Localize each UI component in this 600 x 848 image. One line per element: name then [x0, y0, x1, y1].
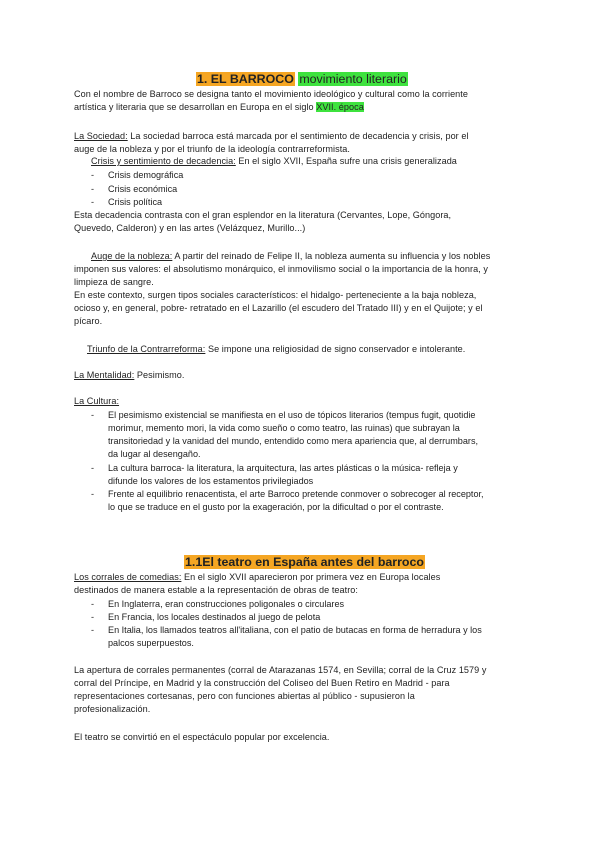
- list-dash: -: [91, 197, 95, 207]
- nobleza-text: A partir del reinado de Felipe II, la nobleza aumenta su influencia y los nobles: [172, 251, 491, 261]
- teatro-item-line: En Inglaterra, eran construcciones poligonales o circulares: [108, 599, 345, 609]
- section-title: [184, 554, 425, 570]
- apertura-line-2: corral del Príncipe, en Madrid y la construcción del Coliseo del Buen Retiro en Madrid - para: [74, 678, 450, 688]
- contrarreforma-line: [87, 343, 465, 355]
- apertura-line-4: profesionalización.: [74, 704, 151, 714]
- cultura-item-3-line: Frente al equilibrio renacentista, el arte Barroco pretende conmover o sobrecoger al receptor,: [108, 489, 484, 499]
- crisis-line: [91, 155, 457, 167]
- teatro-item-line: En Francia, los locales destinados al juego de pelota: [108, 612, 321, 622]
- sociedad-line-4: Quevedo, Calderon) y en las artes (Velázquez, Murillo...): [74, 223, 306, 233]
- sociedad-heading: La Sociedad:: [74, 131, 128, 141]
- intro-highlight: XVII. época: [316, 102, 364, 112]
- teatro-item-line: palcos superpuestos.: [108, 638, 194, 648]
- cultura-item-1-line: El pesimismo existencial se manifiesta en el uso de tópicos literarios (tempus fugit, quotidie: [108, 410, 476, 420]
- mentalidad-text: Pesimismo.: [134, 370, 185, 380]
- mentalidad-line: [74, 369, 184, 381]
- title-main: 1. EL BARROCO: [197, 72, 294, 86]
- cultura-item-2-line: difunde los valores de los estamentos privilegiados: [108, 476, 314, 486]
- nobleza-line-4: En este contexto, surgen tipos sociales característicos: el hidalgo- perteneciente a la baja nobleza,: [74, 290, 477, 300]
- cultura-item-1-line: transitoriedad y la vanidad del mundo, entendido como mera apariencia que, al derrumbars,: [108, 436, 479, 446]
- corrales-line-1: [74, 571, 440, 583]
- intro-line-2: [74, 101, 364, 113]
- mentalidad-heading: La Mentalidad:: [74, 370, 135, 380]
- list-dash: -: [91, 463, 95, 473]
- teatro-item-line: En Italia, los llamados teatros all'italiana, con el patio de butacas en forma de herradura y los: [108, 625, 482, 635]
- cultura-item-3-line: lo que se traduce en el gusto por la exageración, por la dificultad o por el contraste.: [108, 502, 444, 512]
- corrales-heading: Los corrales de comedias:: [74, 572, 182, 582]
- cultura-item-1-line: da lugar al desengaño.: [108, 449, 201, 459]
- cultura-item-2-line: La cultura barroca- la literatura, la arquitectura, las artes plásticas o la música- refleja y: [108, 463, 458, 473]
- nobleza-line-6: pícaro.: [74, 316, 103, 326]
- list-dash: -: [91, 489, 95, 499]
- crisis-text: En el siglo XVII, España sufre una crisis generalizada: [235, 156, 457, 166]
- crisis-heading: Crisis y sentimiento de decadencia:: [91, 156, 236, 166]
- crisis-item: Crisis demográfica: [108, 170, 184, 180]
- sociedad-line-3: Esta decadencia contrasta con el gran esplendor en la literatura (Cervantes, Lope, Góngora,: [74, 210, 452, 220]
- corrales-line-2: destinados de manera estable a la representación de obras de teatro:: [74, 585, 358, 595]
- page-title: [196, 71, 408, 87]
- crisis-item: Crisis económica: [108, 184, 178, 194]
- contrarreforma-heading: Triunfo de la Contrarreforma:: [87, 344, 206, 354]
- contrarreforma-text: Se impone una religiosidad de signo conservador e intolerante.: [205, 344, 466, 354]
- sociedad-line-1: [74, 130, 469, 142]
- cultura-heading: La Cultura:: [74, 396, 120, 406]
- apertura-line-1: La apertura de corrales permanentes (corral de Atarazanas 1574, en Sevilla; corral de la Cruz 1579 y: [74, 665, 487, 675]
- sociedad-line-2: auge de la nobleza y por el triunfo de la ideología contrarreformista.: [74, 144, 350, 154]
- sociedad-text: La sociedad barroca está marcada por el sentimiento de decadencia y crisis, por el: [127, 131, 469, 141]
- nobleza-line-5: ocioso y, en general, pobre- retratado en el Lazarillo (el escudero del Tratado III) y en el Quijote; y el: [74, 303, 483, 313]
- intro-line-1: Con el nombre de Barroco se designa tanto el movimiento ideológico y cultural como la corriente: [74, 89, 468, 99]
- cultura-item-1-line: morimur, memento mori, la vida como sueño o como teatro, las ruinas) que subrayan la: [108, 423, 460, 433]
- list-dash: -: [91, 410, 95, 420]
- conclusion-line: El teatro se convirtió en el espectáculo popular por excelencia.: [74, 732, 330, 742]
- nobleza-line-3: limpieza de sangre.: [74, 277, 154, 287]
- section-title-text: 1.1El teatro en España antes del barroco: [185, 555, 424, 569]
- nobleza-line-1: [91, 250, 490, 262]
- list-dash: -: [91, 612, 95, 622]
- list-dash: -: [91, 599, 95, 609]
- apertura-line-3: representaciones cortesanas, pero con funciones abiertas al público - supusieron la: [74, 691, 415, 701]
- intro-text: artística y literaria que se desarrollan en Europa en el siglo: [74, 102, 317, 112]
- list-dash: -: [91, 170, 95, 180]
- nobleza-line-2: imponen sus valores: el absolutismo monárquico, el inmovilismo social o la importancia de la honra, y: [74, 264, 488, 274]
- crisis-item: Crisis política: [108, 197, 163, 207]
- list-dash: -: [91, 184, 95, 194]
- title-sub: movimiento literario: [299, 72, 407, 86]
- corrales-text: En el siglo XVII aparecieron por primera vez en Europa locales: [181, 572, 441, 582]
- nobleza-heading: Auge de la nobleza:: [91, 251, 173, 261]
- list-dash: -: [91, 625, 95, 635]
